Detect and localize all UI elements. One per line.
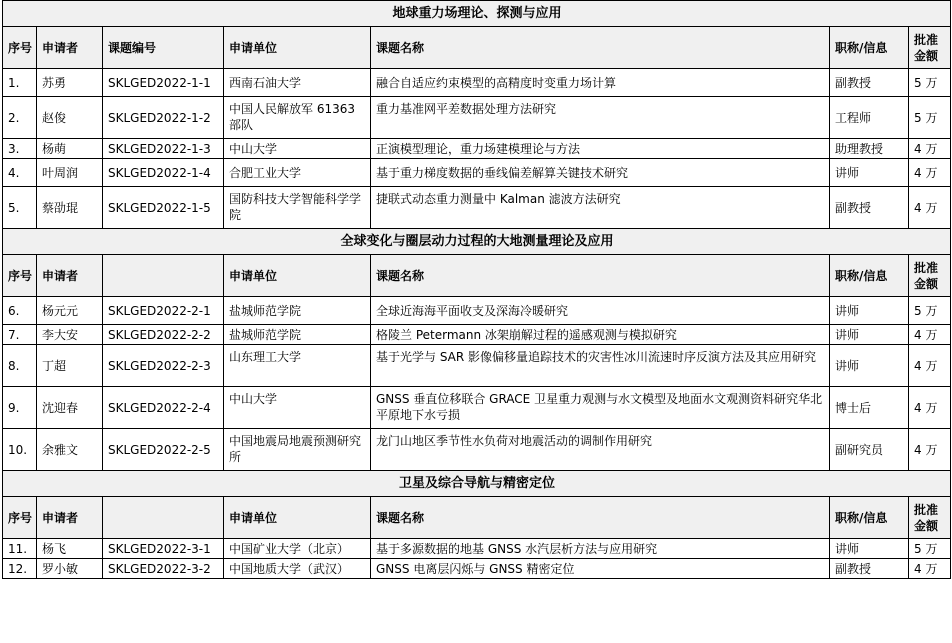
table-row [3, 69, 951, 97]
table-row [3, 559, 951, 579]
header-index: 序号 [3, 255, 37, 297]
cell-title: 正演模型理论，重力场建模理论与方法 [371, 139, 830, 159]
header-index: 序号 [3, 497, 37, 539]
cell-amount: 5 万 [909, 539, 951, 559]
header-code [103, 255, 224, 297]
cell-applicant: 杨飞 [37, 539, 103, 559]
table-row [3, 539, 951, 559]
table-row [3, 345, 951, 387]
cell-code: SKLGED2022-3-2 [103, 559, 224, 579]
cell-title: 格陵兰 Petermann 冰架崩解过程的遥感观测与模拟研究 [371, 325, 830, 345]
cell-title: 龙门山地区季节性水负荷对地震活动的调制作用研究 [371, 429, 830, 471]
table-row [3, 139, 951, 159]
cell-title: 基于重力梯度数据的垂线偏差解算关键技术研究 [371, 159, 830, 187]
cell-index: 7. [3, 325, 37, 345]
header-code: 课题编号 [103, 27, 224, 69]
cell-amount: 4 万 [909, 187, 951, 229]
section-row [3, 229, 951, 255]
cell-unit: 中山大学 [224, 387, 371, 429]
cell-applicant: 沈迎春 [37, 387, 103, 429]
cell-rank: 副教授 [830, 69, 909, 97]
cell-amount: 4 万 [909, 559, 951, 579]
cell-rank: 工程师 [830, 97, 909, 139]
cell-title: GNSS 电离层闪烁与 GNSS 精密定位 [371, 559, 830, 579]
cell-code: SKLGED2022-2-4 [103, 387, 224, 429]
cell-amount: 4 万 [909, 139, 951, 159]
cell-rank: 讲师 [830, 345, 909, 387]
cell-applicant: 罗小敏 [37, 559, 103, 579]
cell-amount: 5 万 [909, 69, 951, 97]
cell-index: 8. [3, 345, 37, 387]
cell-unit: 合肥工业大学 [224, 159, 371, 187]
cell-title: 基于光学与 SAR 影像偏移量追踪技术的灾害性冰川流速时序反演方法及其应用研究 [371, 345, 830, 387]
cell-unit: 中国矿业大学（北京） [224, 539, 371, 559]
section-title: 地球重力场理论、探测与应用 [3, 1, 951, 27]
section-title: 卫星及综合导航与精密定位 [3, 471, 951, 497]
cell-rank: 讲师 [830, 159, 909, 187]
section-row [3, 471, 951, 497]
cell-title: 基于多源数据的地基 GNSS 水汽层析方法与应用研究 [371, 539, 830, 559]
cell-code: SKLGED2022-1-1 [103, 69, 224, 97]
cell-title: GNSS 垂直位移联合 GRACE 卫星重力观测与水文模型及地面水文观测资料研究华北平原地下水亏损 [371, 387, 830, 429]
cell-index: 3. [3, 139, 37, 159]
cell-index: 2. [3, 97, 37, 139]
cell-amount: 4 万 [909, 325, 951, 345]
section-title: 全球变化与圈层动力过程的大地测量理论及应用 [3, 229, 951, 255]
cell-applicant: 赵俊 [37, 97, 103, 139]
header-amount: 批准金额 [909, 255, 951, 297]
header-unit: 申请单位 [224, 497, 371, 539]
cell-code: SKLGED2022-2-2 [103, 325, 224, 345]
cell-code: SKLGED2022-2-3 [103, 345, 224, 387]
cell-index: 5. [3, 187, 37, 229]
cell-code: SKLGED2022-2-5 [103, 429, 224, 471]
cell-title: 捷联式动态重力测量中 Kalman 滤波方法研究 [371, 187, 830, 229]
cell-rank: 讲师 [830, 325, 909, 345]
cell-index: 6. [3, 297, 37, 325]
cell-index: 1. [3, 69, 37, 97]
cell-unit: 盐城师范学院 [224, 325, 371, 345]
cell-index: 4. [3, 159, 37, 187]
header-rank: 职称/信息 [830, 497, 909, 539]
cell-applicant: 叶周润 [37, 159, 103, 187]
header-title: 课题名称 [371, 497, 830, 539]
cell-applicant: 李大安 [37, 325, 103, 345]
header-applicant: 申请者 [37, 497, 103, 539]
cell-code: SKLGED2022-3-1 [103, 539, 224, 559]
cell-amount: 5 万 [909, 297, 951, 325]
cell-code: SKLGED2022-1-3 [103, 139, 224, 159]
cell-rank: 副研究员 [830, 429, 909, 471]
cell-rank: 讲师 [830, 297, 909, 325]
cell-code: SKLGED2022-2-1 [103, 297, 224, 325]
cell-unit: 西南石油大学 [224, 69, 371, 97]
table-row [3, 325, 951, 345]
cell-applicant: 杨元元 [37, 297, 103, 325]
table-row [3, 97, 951, 139]
cell-applicant: 苏勇 [37, 69, 103, 97]
cell-amount: 4 万 [909, 429, 951, 471]
header-applicant: 申请者 [37, 255, 103, 297]
cell-applicant: 杨萌 [37, 139, 103, 159]
cell-amount: 4 万 [909, 387, 951, 429]
cell-unit: 中山大学 [224, 139, 371, 159]
cell-rank: 副教授 [830, 187, 909, 229]
header-row [3, 27, 951, 69]
header-rank: 职称/信息 [830, 27, 909, 69]
cell-applicant: 蔡劭琨 [37, 187, 103, 229]
cell-code: SKLGED2022-1-2 [103, 97, 224, 139]
cell-amount: 4 万 [909, 159, 951, 187]
header-unit: 申请单位 [224, 255, 371, 297]
cell-index: 11. [3, 539, 37, 559]
header-applicant: 申请者 [37, 27, 103, 69]
cell-unit: 中国地质大学（武汉） [224, 559, 371, 579]
cell-unit: 中国人民解放军 61363 部队 [224, 97, 371, 139]
header-index: 序号 [3, 27, 37, 69]
cell-index: 10. [3, 429, 37, 471]
cell-amount: 5 万 [909, 97, 951, 139]
cell-applicant: 余雅文 [37, 429, 103, 471]
cell-index: 12. [3, 559, 37, 579]
header-amount: 批准金额 [909, 497, 951, 539]
grant-table [2, 0, 951, 579]
cell-rank: 副教授 [830, 559, 909, 579]
table-row [3, 387, 951, 429]
header-row [3, 497, 951, 539]
cell-unit: 中国地震局地震预测研究所 [224, 429, 371, 471]
cell-unit: 山东理工大学 [224, 345, 371, 387]
cell-applicant: 丁超 [37, 345, 103, 387]
header-rank: 职称/信息 [830, 255, 909, 297]
cell-unit: 盐城师范学院 [224, 297, 371, 325]
cell-unit: 国防科技大学智能科学学院 [224, 187, 371, 229]
cell-title: 全球近海海平面收支及深海冷暖研究 [371, 297, 830, 325]
cell-title: 重力基准网平差数据处理方法研究 [371, 97, 830, 139]
header-row [3, 255, 951, 297]
cell-code: SKLGED2022-1-4 [103, 159, 224, 187]
header-title: 课题名称 [371, 27, 830, 69]
cell-index: 9. [3, 387, 37, 429]
cell-rank: 讲师 [830, 539, 909, 559]
table-row [3, 159, 951, 187]
section-row [3, 1, 951, 27]
cell-title: 融合自适应约束模型的高精度时变重力场计算 [371, 69, 830, 97]
cell-rank: 博士后 [830, 387, 909, 429]
table-row [3, 187, 951, 229]
table-row [3, 297, 951, 325]
table-row [3, 429, 951, 471]
header-title: 课题名称 [371, 255, 830, 297]
header-amount: 批准金额 [909, 27, 951, 69]
header-code [103, 497, 224, 539]
cell-code: SKLGED2022-1-5 [103, 187, 224, 229]
cell-amount: 4 万 [909, 345, 951, 387]
header-unit: 申请单位 [224, 27, 371, 69]
cell-rank: 助理教授 [830, 139, 909, 159]
